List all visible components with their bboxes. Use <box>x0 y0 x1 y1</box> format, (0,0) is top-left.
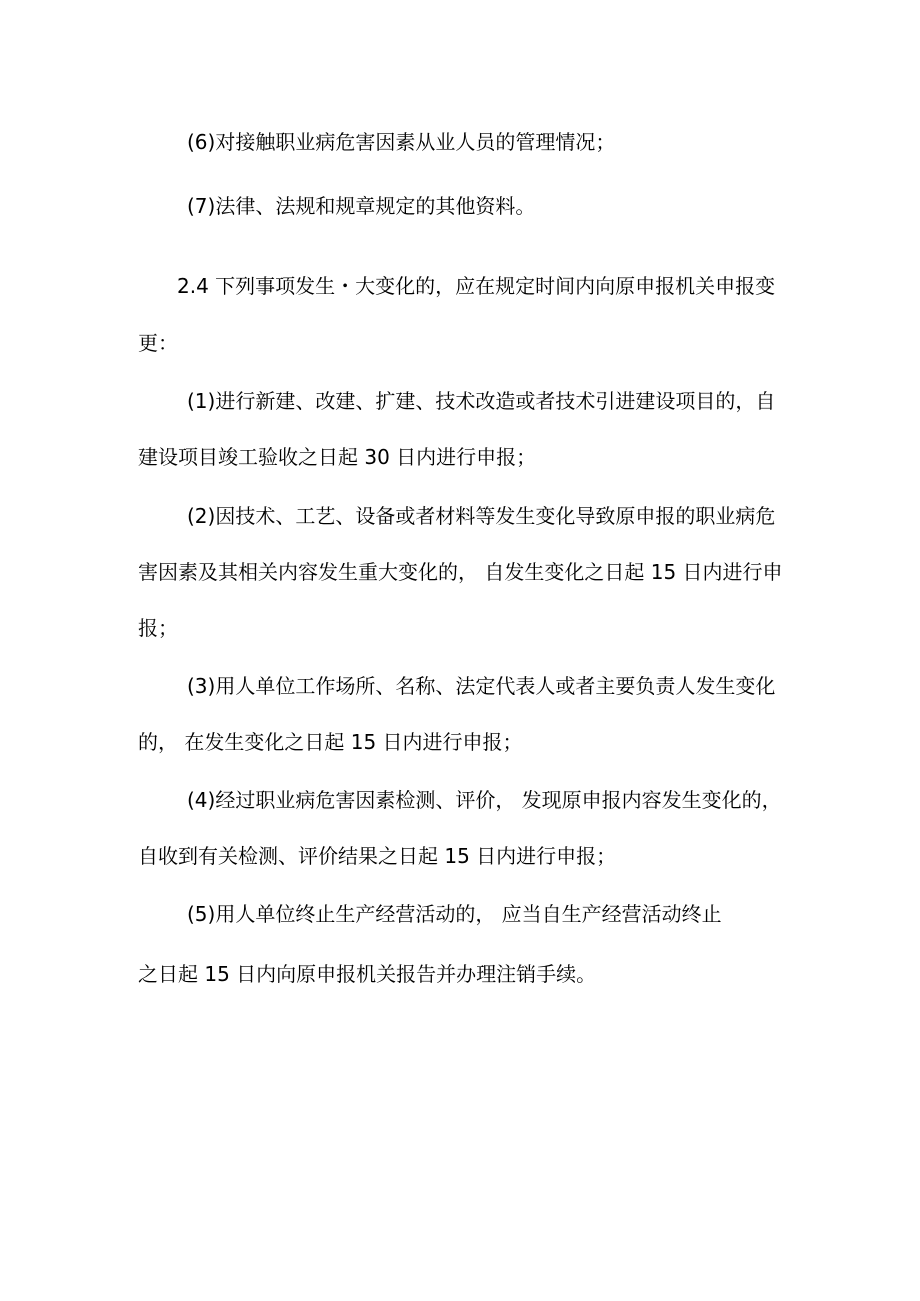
item-3-line-2: 的， 在发生变化之日起 15 日内进行申报； <box>138 730 523 754</box>
item-1-line-2: 建设项目竣工验收之日起 30 日内进行申报； <box>138 445 537 469</box>
item-2-line-1: (2)因技术、工艺、设备或者材料等发生变化导致原申报的职业病危 <box>187 504 776 528</box>
item-5-line-1: (5)用人单位终止生产经营活动的， 应当自生产经营活动终止 <box>187 902 722 926</box>
item-3-line-1: (3)用人单位工作场所、名称、法定代表人或者主要负责人发生变化 <box>187 674 776 698</box>
item-4-line-2: 自收到有关检测、评价结果之日起 15 日内进行申报； <box>138 844 617 868</box>
item-2-line-3: 报； <box>138 616 178 640</box>
item-5-line-2: 之日起 15 日内向原申报机关报告并办理注销手续。 <box>138 962 597 986</box>
section-2-4-line-2: 更： <box>138 331 178 355</box>
section-2-4-line-1: 2.4 下列事项发生・大变化的，应在规定时间内向原申报机关申报变 <box>177 274 776 298</box>
item-1-line-1: (1)进行新建、改建、扩建、技术改造或者技术引进建设项目的，自 <box>187 389 776 413</box>
item-6-text: (6)对接触职业病危害因素从业人员的管理情况； <box>187 130 616 154</box>
item-7-text: (7)法律、法规和规章规定的其他资料。 <box>187 194 536 218</box>
item-2-line-2: 害因素及其相关内容发生重大变化的， 自发生变化之日起 15 日内进行申 <box>138 560 783 584</box>
item-4-line-1: (4)经过职业病危害因素检测、评价， 发现原申报内容发生变化的， <box>187 788 782 812</box>
